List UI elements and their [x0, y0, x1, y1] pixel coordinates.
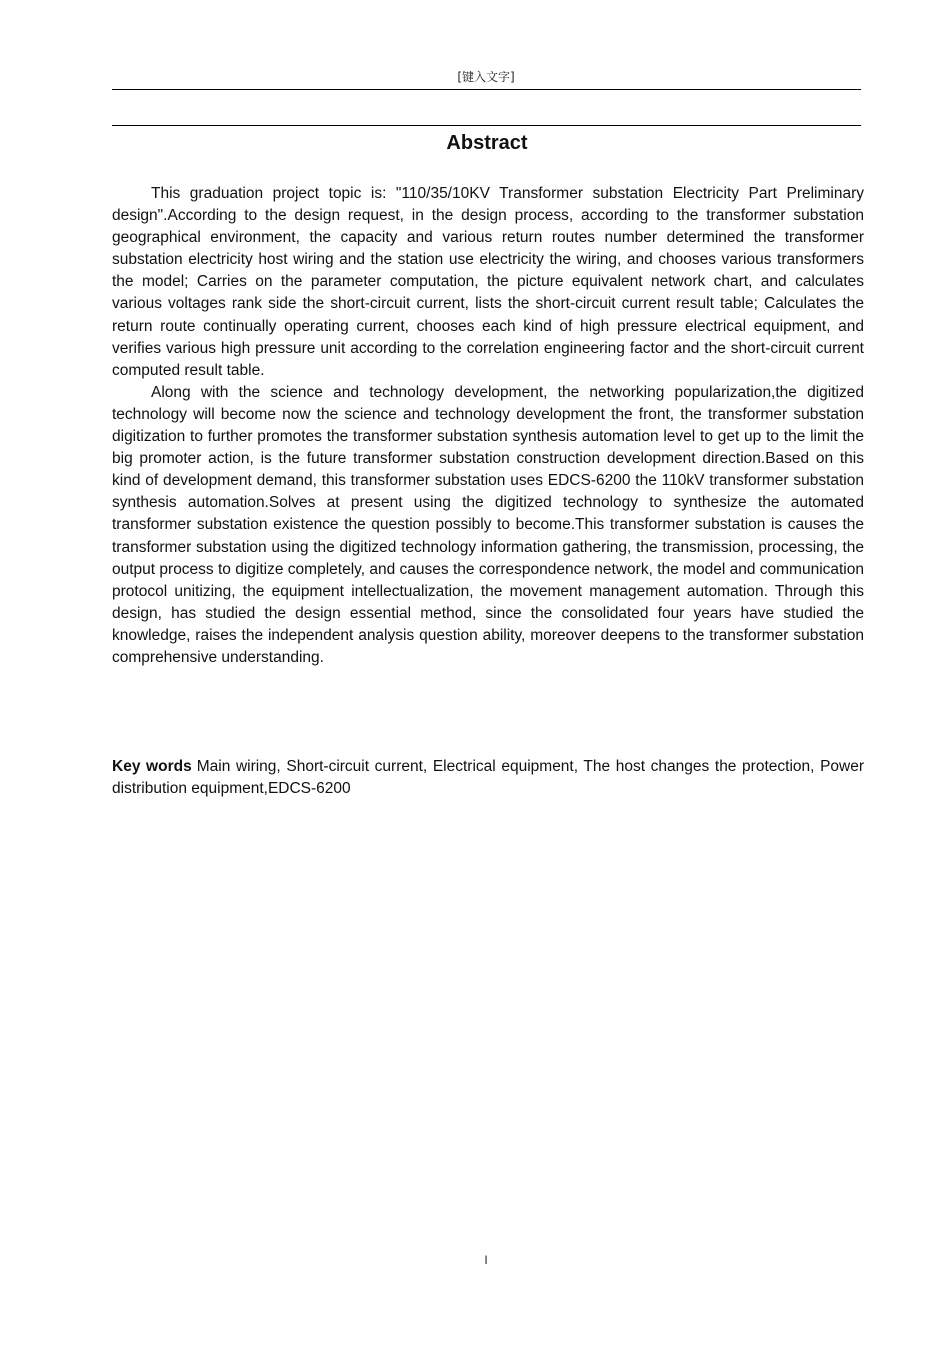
- page-number: I: [484, 1253, 488, 1267]
- keywords-section: [112, 756, 864, 800]
- abstract-paragraph: This graduation project topic is: "110/35/10KV Transformer substation Electricity Part Preliminary design".According to the design request, in the design process, according to the transformer substation geographical environment, the capacity and various return routes number determined the transformer substation electricity host wiring and the station use electricity the wiring, and chooses various transformers the model; Carries on the parameter computation, the picture equivalent network chart, and calculates various voltages rank side the short-circuit current, lists the short-circuit current result table; Calculates the return route continually operating current, chooses each kind of high pressure electrical equipment, and verifies various high pressure unit according to the correlation engineering factor and the short-circuit current computed result table.: [112, 185, 864, 379]
- keywords-text: Main wiring, Short-circuit current, Electrical equipment, The host changes the protection, Power distribution equipment,EDCS-6200: [112, 758, 864, 798]
- title-top-rule: [112, 125, 861, 126]
- header-rule: [112, 89, 861, 90]
- abstract-paragraph: Along with the science and technology development, the networking popularization,the digitized technology will become now the science and technology development the front, the transformer substation digitization to further promotes the transformer substation synthesis automation level to get up to the limit the big promoter action, is the future transformer substation construction development direction.Based on this kind of development demand, this transformer substation uses EDCS-6200 the 110kV transformer substation synthesis automation.Solves at present using the digitized technology to synthesize the automated transformer substation existence the question possibly to become.This transformer substation is causes the transformer substation using the digitized technology information gathering, the transmission, processing, the output process to digitize completely, and causes the correspondence network, the model and communication protocol unitizing, the equipment intellectualization, the movement management automation. Through this design, has studied the design essential method, since the consolidated four years have studied the knowledge, raises the independent analysis question ability, moreover deepens to the transformer substation comprehensive understanding.: [112, 383, 864, 666]
- keywords-label: Key words: [112, 758, 192, 775]
- page-header-text: [键入文字]: [457, 70, 515, 84]
- abstract-body: [112, 183, 864, 669]
- page-title: Abstract: [446, 132, 528, 154]
